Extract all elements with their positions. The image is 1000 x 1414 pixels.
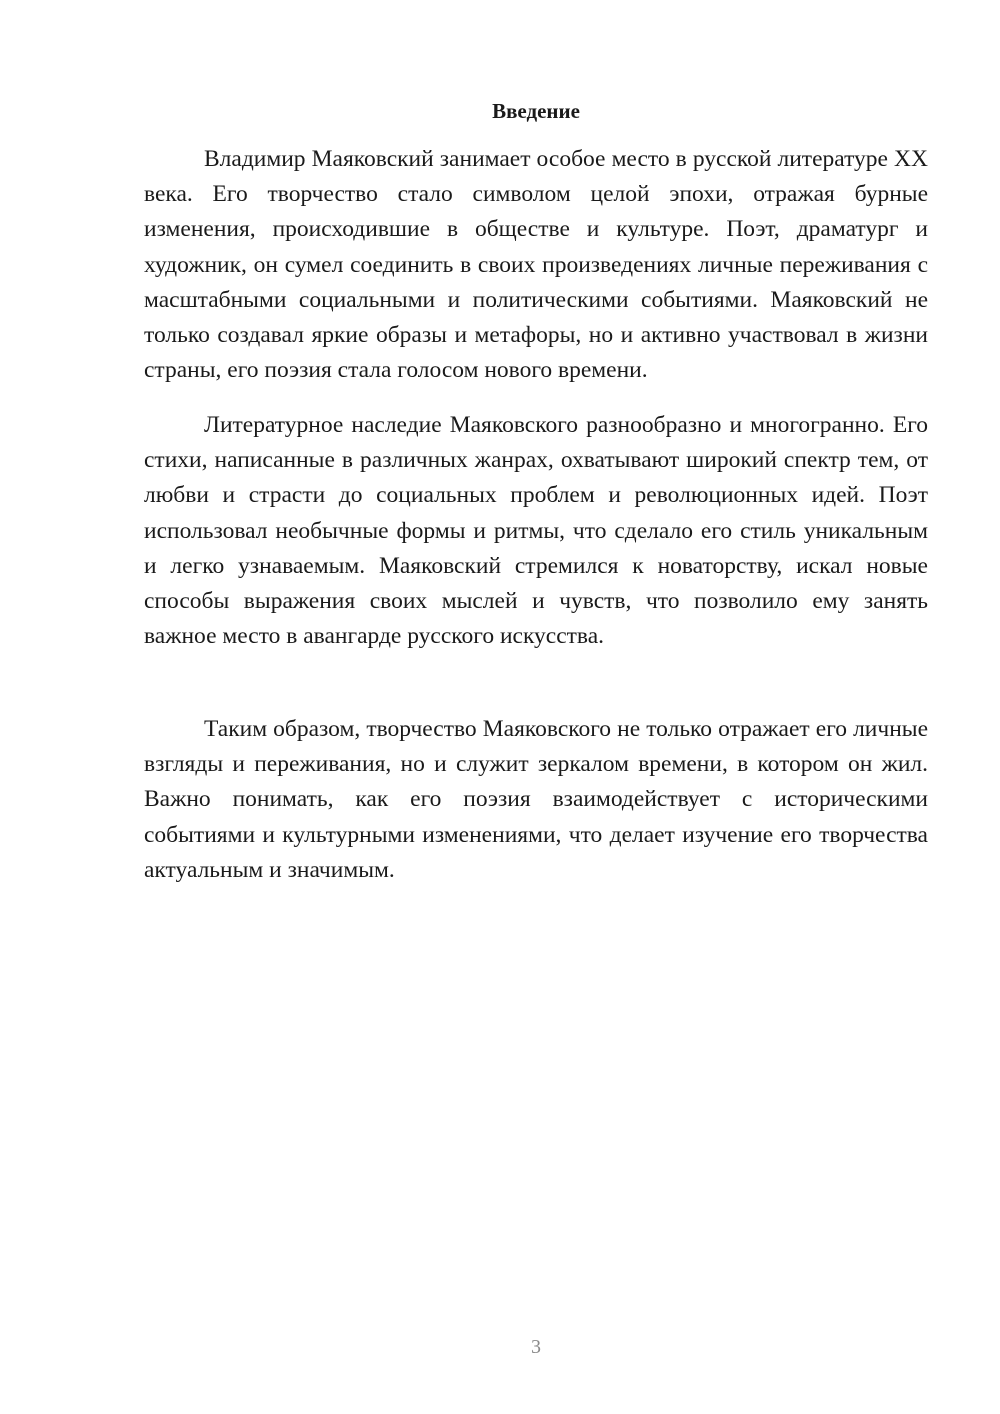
paragraph-2: Литературное наследие Маяковского разнообразно и многогранно. Его стихи, написанные в различных жанрах, охватывают широкий спектр тем, от любви и страсти до социальных проблем и революционных идей. Поэт использовал необычные формы и ритмы, что сделало его стиль уникальным и легко узнаваемым. Маяковский стремился к новаторству, искал новые способы выражения своих мыслей и чувств, что позволило ему занять важное место в авангарде русского искусства.	[144, 412, 928, 650]
paragraph-1: Владимир Маяковский занимает особое место в русской литературе XX века. Его творчество стало символом целой эпохи, отражая бурные изменения, происходившие в обществе и культуре. Поэт, драматург и художник, он сумел соединить в своих произведениях личные переживания с масштабными социальными и политическими событиями. Маяковский не только создавал яркие образы и метафоры, но и активно участвовал в жизни страны, его поэзия стала голосом нового времени.	[144, 146, 928, 384]
paragraph-3: Таким образом, творчество Маяковского не только отражает его личные взгляды и переживания, но и служит зеркалом времени, в котором он жил. Важно понимать, как его поэзия взаимодействует с историческими событиями и культурными изменениями, что делает изучение его творчества актуальным и значимым.	[144, 716, 928, 883]
page-number: 3	[531, 1336, 541, 1358]
section-heading: Введение	[492, 99, 580, 123]
